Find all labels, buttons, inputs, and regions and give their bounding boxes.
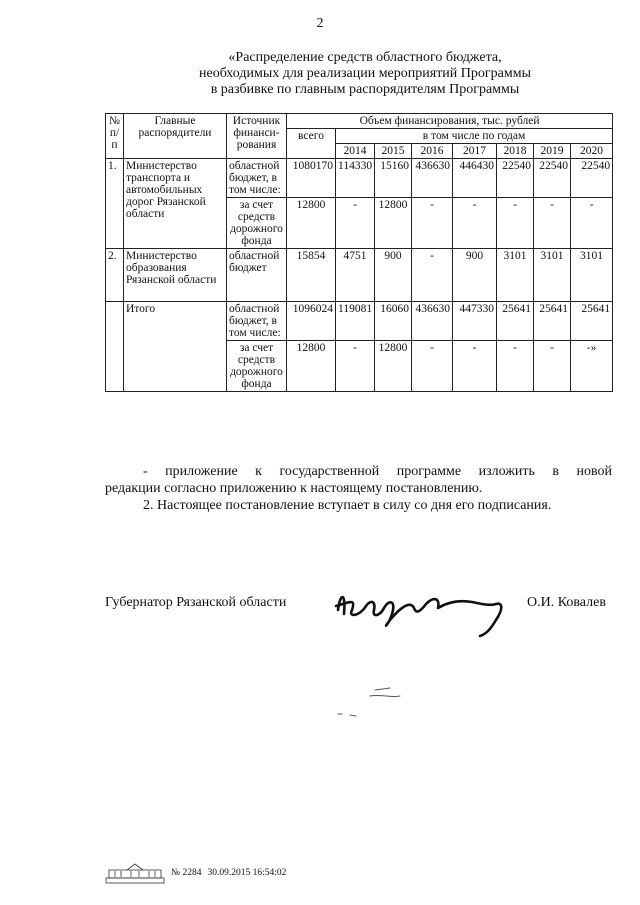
row-year-value: 12800 [375, 341, 412, 392]
footer-stamp [105, 862, 286, 884]
row-year-value: 22540 [497, 159, 534, 198]
row-year-value: 119081 [336, 302, 375, 341]
row-year-value: - [571, 198, 613, 249]
row-year-value: 3101 [571, 249, 613, 302]
row-source: областной бюджет [227, 249, 287, 302]
row-year-value: 16060 [375, 302, 412, 341]
row-year-value: 4751 [336, 249, 375, 302]
row-year-value: 15160 [375, 159, 412, 198]
row-manager: Министерство образования Рязанской области [124, 249, 227, 302]
header-year: 2017 [453, 144, 497, 159]
title-line: «Распределение средств областного бюджета, [228, 50, 502, 65]
row-year-value: 25641 [534, 302, 571, 341]
footer-doc-number: № 2284 [171, 868, 202, 878]
signatory-position: Губернатор Рязанской области [105, 595, 287, 610]
row-year-value: 900 [375, 249, 412, 302]
row-year-value: 25641 [497, 302, 534, 341]
table-row [106, 302, 613, 341]
row-year-value: - [534, 341, 571, 392]
paragraph-appendix-line1: - приложение к государственной программе изложить в новой [143, 464, 612, 479]
row-total: 15854 [287, 249, 336, 302]
header-managers: Главные распорядители [124, 114, 227, 159]
table-row [106, 159, 613, 198]
paragraph-effective-date: 2. Настоящее постановление вступает в силу со дня его подписания. [143, 498, 552, 513]
row-year-value: 3101 [497, 249, 534, 302]
row-manager: Министерство транспорта и автомобильных дорог Рязанской области [124, 159, 227, 249]
row-year-value: 446430 [453, 159, 497, 198]
table-title [110, 50, 620, 98]
signatory-name: О.И. Ковалев [527, 595, 606, 610]
row-num: 2. [106, 249, 124, 302]
margin-scribble [330, 684, 430, 725]
header-year: 2014 [336, 144, 375, 159]
row-year-value: 436630 [412, 159, 453, 198]
row-year-value: - [534, 198, 571, 249]
title-line: необходимых для реализации мероприятий Программы [198, 66, 531, 81]
header-year: 2020 [571, 144, 613, 159]
footer-datetime: 30.09.2015 16:54:02 [207, 868, 287, 878]
row-num: 1. [106, 159, 124, 249]
row-year-value: 22540 [571, 159, 613, 198]
row-total: 12800 [287, 198, 336, 249]
row-year-value: -» [571, 341, 613, 392]
row-total: 1080170 [287, 159, 336, 198]
row-year-value: - [412, 198, 453, 249]
header-source: Источник финанси-рования [227, 114, 287, 159]
row-total: 1096024 [287, 302, 336, 341]
header-year: 2019 [534, 144, 571, 159]
row-year-value: - [412, 249, 453, 302]
signature-image [330, 580, 520, 645]
title-line: в разбивке по главным распорядителям Программы [210, 82, 520, 97]
row-source: областной бюджет, в том числе: [227, 302, 287, 341]
row-year-value: - [453, 341, 497, 392]
building-emblem-icon [105, 862, 165, 884]
row-year-value: - [497, 198, 534, 249]
row-total: 12800 [287, 341, 336, 392]
budget-table [105, 113, 613, 392]
row-year-value: 436630 [412, 302, 453, 341]
paragraph-appendix-line2: редакции согласно приложению к настоящему постановлению. [105, 481, 483, 496]
row-year-value: 25641 [571, 302, 613, 341]
header-year: 2016 [412, 144, 453, 159]
row-year-value: 114330 [336, 159, 375, 198]
row-year-value: 12800 [375, 198, 412, 249]
row-year-value: - [412, 341, 453, 392]
header-num: № п/п [106, 114, 124, 159]
row-year-value: - [453, 198, 497, 249]
table-row [106, 249, 613, 302]
header-year: 2018 [497, 144, 534, 159]
header-by-years: в том числе по годам [336, 129, 613, 144]
row-manager: Итого [124, 302, 227, 392]
row-year-value: 900 [453, 249, 497, 302]
row-source: областной бюджет, в том числе: [227, 159, 287, 198]
row-year-value: 22540 [534, 159, 571, 198]
row-year-value: 447330 [453, 302, 497, 341]
page-number: 2 [316, 16, 324, 31]
header-year: 2015 [375, 144, 412, 159]
row-year-value: - [336, 341, 375, 392]
header-volume: Объем финансирования, тыс. рублей [287, 114, 613, 129]
header-total: всего [287, 129, 336, 159]
row-year-value: 3101 [534, 249, 571, 302]
row-year-value: - [336, 198, 375, 249]
row-source: за счет средств дорожного фонда [227, 198, 287, 249]
row-source: за счет средств дорожного фонда [227, 341, 287, 392]
row-num [106, 302, 124, 392]
row-year-value: - [497, 341, 534, 392]
